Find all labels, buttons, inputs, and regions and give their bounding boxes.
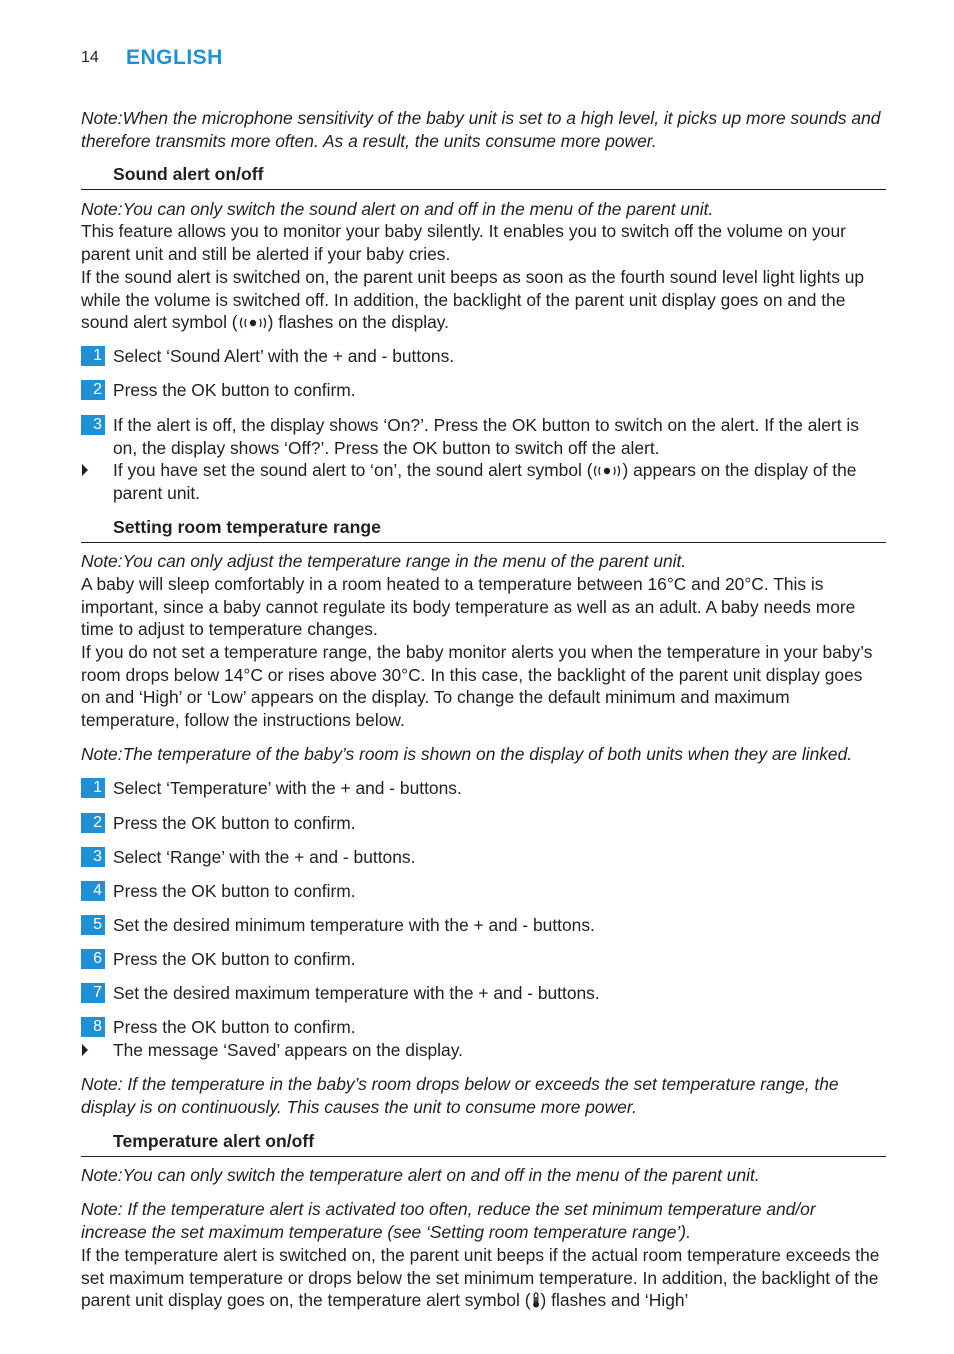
language-heading: ENGLISH bbox=[126, 46, 223, 69]
step bbox=[81, 777, 886, 800]
step bbox=[81, 812, 886, 835]
step-number: 3 bbox=[81, 847, 105, 867]
step bbox=[81, 1016, 886, 1039]
step-text: Press the OK button to confirm. bbox=[113, 813, 356, 833]
triangle-bullet-icon bbox=[82, 1044, 88, 1056]
note-room-temperature: Note:The temperature of the baby’s room is shown on the display of both units when they are linked. bbox=[81, 744, 853, 764]
step bbox=[81, 982, 886, 1005]
step bbox=[81, 846, 886, 869]
step-text: Select ‘Sound Alert’ with the + and - buttons. bbox=[113, 346, 455, 366]
section-heading-sound-alert bbox=[81, 163, 886, 190]
paragraph-text: If the temperature alert is switched on, the parent unit beeps if the actual room temperature exceeds the set maximum temperature or drops below the set minimum temperature. In addition, the backlight of the parent unit display goes on, the temperature alert symbol ( bbox=[81, 1245, 880, 1311]
sound-alert-icon bbox=[592, 464, 622, 478]
paragraph: A baby will sleep comfortably in a room heated to a temperature between 16°C and 20°C. This is important, since a baby cannot regulate its body temperature as well as an adult. A baby needs more time to adjust to temperature changes. bbox=[81, 574, 856, 640]
result-text: If you have set the sound alert to ‘on’, the sound alert symbol ( bbox=[113, 460, 593, 480]
note-sound-alert: Note:You can only switch the sound alert on and off in the menu of the parent unit. bbox=[81, 199, 714, 219]
step-text: Press the OK button to confirm. bbox=[113, 1017, 356, 1037]
step-number: 2 bbox=[81, 813, 105, 833]
section-heading-text: Setting room temperature range bbox=[113, 517, 381, 537]
step-number: 2 bbox=[81, 380, 105, 400]
result-text: The message ‘Saved’ appears on the display. bbox=[113, 1040, 463, 1060]
note-continuous-display: Note: If the temperature in the baby’s room drops below or exceeds the set temperature range, the display is on continuously. This causes the unit to consume more power. bbox=[81, 1074, 839, 1117]
page-number: 14 bbox=[81, 49, 99, 66]
result-text: ) appears on the display of the parent unit. bbox=[113, 460, 857, 503]
step-result bbox=[81, 1039, 886, 1062]
paragraph-text: ) flashes on the display. bbox=[267, 312, 450, 333]
step-text: Set the desired maximum temperature with the + and - buttons. bbox=[113, 983, 600, 1003]
step-number: 6 bbox=[81, 949, 105, 969]
step bbox=[81, 914, 886, 937]
section-heading-text: Sound alert on/off bbox=[113, 164, 264, 184]
step-number: 8 bbox=[81, 1017, 105, 1037]
paragraph bbox=[81, 1244, 886, 1312]
note-alert-too-often: Note: If the temperature alert is activated too often, reduce the set minimum temperature and/or increase the set maximum temperature (see ‘Setting room temperature range’). bbox=[81, 1199, 816, 1242]
step bbox=[81, 414, 886, 459]
step-number: 1 bbox=[81, 346, 105, 366]
paragraph: If you do not set a temperature range, the baby monitor alerts you when the temperature in your baby’s room drops below 14°C or rises above 30°C. In this case, the backlight of the parent unit display goes on and ‘High’ or ‘Low’ appears on the display. To change the default minimum and maximum temperature, follow the instructions below. bbox=[81, 642, 873, 730]
step-result bbox=[81, 459, 886, 504]
section-heading-temperature-alert bbox=[81, 1130, 886, 1157]
triangle-bullet-icon bbox=[82, 464, 88, 476]
step bbox=[81, 379, 886, 402]
step-number: 5 bbox=[81, 915, 105, 935]
step-number: 4 bbox=[81, 881, 105, 901]
step-number: 7 bbox=[81, 983, 105, 1003]
paragraph-text: If the sound alert is switched on, the parent unit beeps as soon as the fourth sound level light lights up while the volume is switched off. In addition, the backlight of the parent unit display goes on and the sound alert symbol ( bbox=[81, 267, 865, 333]
section-heading-text: Temperature alert on/off bbox=[113, 1131, 315, 1151]
step bbox=[81, 345, 886, 368]
note-temperature-alert: Note:You can only switch the temperature alert on and off in the menu of the parent unit. bbox=[81, 1165, 760, 1185]
note-microphone: Note:When the microphone sensitivity of the baby unit is set to a high level, it picks up more sounds and therefore transmits more often. As a result, the units consume more power. bbox=[81, 108, 881, 151]
step-number: 1 bbox=[81, 778, 105, 798]
step-text: Select ‘Range’ with the + and - buttons. bbox=[113, 847, 416, 867]
step bbox=[81, 948, 886, 971]
step-text: If the alert is off, the display shows ‘On?’. Press the OK button to switch on the alert. If the alert is on, the display shows ‘Off?’. Press the OK button to switch off the alert. bbox=[113, 415, 859, 458]
paragraph-text: ) flashes and ‘High’ bbox=[540, 1290, 689, 1311]
step-text: Select ‘Temperature’ with the + and - buttons. bbox=[113, 778, 462, 798]
paragraph: This feature allows you to monitor your baby silently. It enables you to switch off the volume on your parent unit and still be alerted if your baby cries. bbox=[81, 221, 846, 264]
paragraph bbox=[81, 266, 886, 334]
sound-alert-icon bbox=[238, 316, 268, 330]
note-temperature-range: Note:You can only adjust the temperature range in the menu of the parent unit. bbox=[81, 551, 687, 571]
step-text: Press the OK button to confirm. bbox=[113, 881, 356, 901]
step bbox=[81, 880, 886, 903]
step-text: Press the OK button to confirm. bbox=[113, 949, 356, 969]
section-heading-temperature-range bbox=[81, 516, 886, 543]
thermometer-icon bbox=[531, 1292, 541, 1308]
step-text: Press the OK button to confirm. bbox=[113, 380, 356, 400]
step-text: Set the desired minimum temperature with the + and - buttons. bbox=[113, 915, 595, 935]
step-number: 3 bbox=[81, 415, 105, 435]
